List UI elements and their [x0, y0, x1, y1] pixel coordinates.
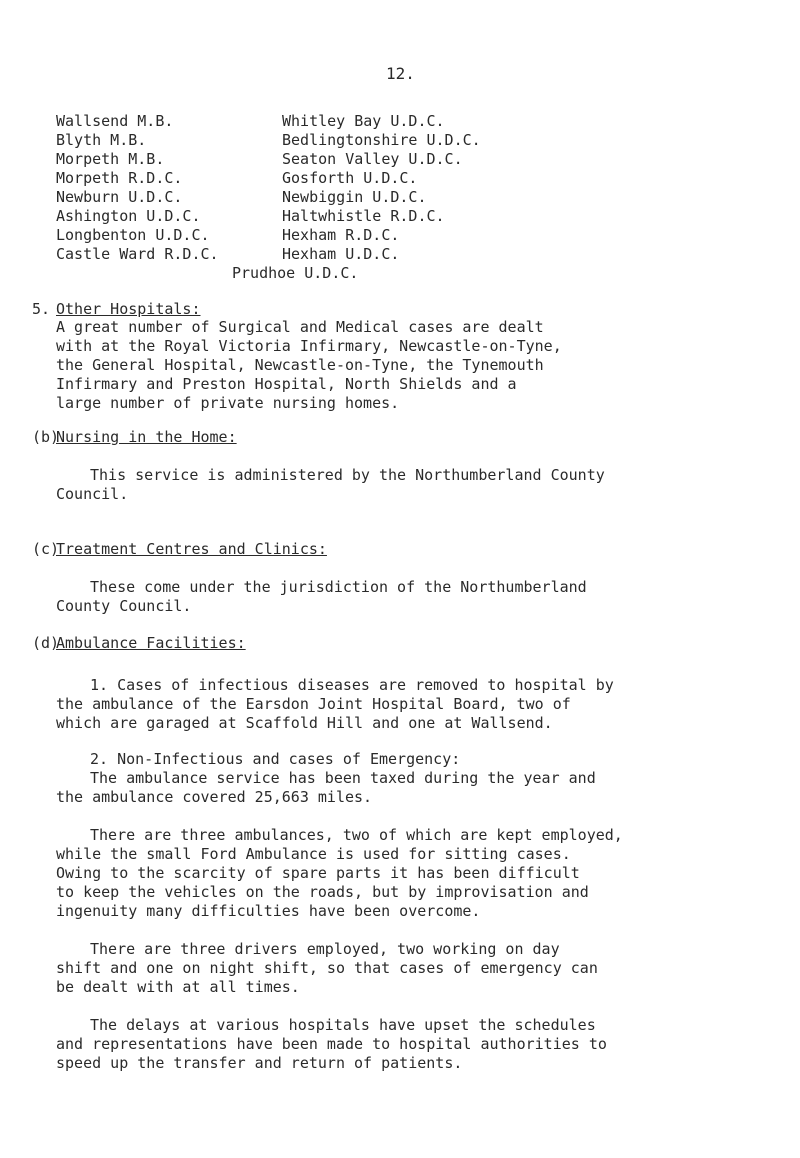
- section-5-heading: [32, 300, 201, 319]
- authority-list-left: [56, 112, 219, 264]
- ambulance-paragraph-4: [56, 940, 756, 997]
- authority-item: Longbenton U.D.C.: [56, 226, 210, 244]
- ambulance-item-1: [56, 676, 756, 733]
- authority-item: Seaton Valley U.D.C.: [282, 150, 463, 168]
- page-number: 12.: [386, 64, 415, 83]
- ambulance-item-2: [56, 750, 756, 807]
- section-title: Nursing in the Home:: [56, 428, 237, 446]
- text-line: Infirmary and Preston Hospital, North Shields and a: [56, 375, 517, 393]
- text-line: the ambulance of the Earsdon Joint Hospital Board, two of: [56, 695, 571, 713]
- text-line: There are three ambulances, two of which are kept employed,: [90, 826, 623, 844]
- section-b-heading: [32, 428, 237, 447]
- text-line: with at the Royal Victoria Infirmary, Newcastle-on-Tyne,: [56, 337, 562, 355]
- text-line: and representations have been made to hospital authorities to: [56, 1035, 607, 1053]
- text-line: There are three drivers employed, two working on day: [90, 940, 560, 958]
- section-number: 5.: [32, 300, 51, 318]
- authority-item: Whitley Bay U.D.C.: [282, 112, 445, 130]
- ambulance-paragraph-3: [56, 826, 756, 921]
- text-line: to keep the vehicles on the roads, but by improvisation and: [56, 883, 589, 901]
- text-line: speed up the transfer and return of patients.: [56, 1054, 463, 1072]
- text-line: shift and one on night shift, so that cases of emergency can: [56, 959, 598, 977]
- text-line: A great number of Surgical and Medical cases are dealt: [56, 318, 544, 336]
- text-line: which are garaged at Scaffold Hill and one at Wallsend.: [56, 714, 553, 732]
- authority-item-center: Prudhoe U.D.C.: [232, 264, 359, 282]
- authority-item: Hexham U.D.C.: [282, 245, 400, 263]
- text-line: the General Hospital, Newcastle-on-Tyne, the Tynemouth: [56, 356, 544, 374]
- section-label: (c): [32, 540, 60, 558]
- authority-item: Blyth M.B.: [56, 131, 147, 149]
- authority-list-right: [282, 112, 481, 264]
- authority-item: Hexham R.D.C.: [282, 226, 400, 244]
- text-line: The ambulance service has been taxed during the year and: [90, 769, 596, 787]
- authority-item: Castle Ward R.D.C.: [56, 245, 219, 263]
- text-line: Council.: [56, 485, 129, 503]
- text-line: large number of private nursing homes.: [56, 394, 400, 412]
- text-line: while the small Ford Ambulance is used for sitting cases.: [56, 845, 571, 863]
- section-title: Ambulance Facilities:: [56, 634, 246, 652]
- section-b-text: [56, 466, 756, 504]
- section-c-text: [56, 578, 756, 616]
- section-title: Other Hospitals:: [56, 300, 201, 318]
- authority-item: Newburn U.D.C.: [56, 188, 183, 206]
- text-line: The delays at various hospitals have upset the schedules: [90, 1016, 596, 1034]
- section-d-heading: [32, 634, 246, 653]
- section-label: (d): [32, 634, 60, 652]
- authority-item: Morpeth R.D.C.: [56, 169, 183, 187]
- item-heading: 2. Non-Infectious and cases of Emergency:: [90, 750, 461, 768]
- authority-item: Morpeth M.B.: [56, 150, 165, 168]
- authority-item: Gosforth U.D.C.: [282, 169, 418, 187]
- text-line: be dealt with at all times.: [56, 978, 300, 996]
- authority-item: Bedlingtonshire U.D.C.: [282, 131, 481, 149]
- authority-item: Wallsend M.B.: [56, 112, 174, 130]
- text-line: These come under the jurisdiction of the Northumberland: [90, 578, 587, 596]
- section-title: Treatment Centres and Clinics:: [56, 540, 327, 558]
- section-5-text: [56, 318, 756, 413]
- text-line: This service is administered by the Northumberland County: [90, 466, 605, 484]
- text-line: 1. Cases of infectious diseases are removed to hospital by: [90, 676, 614, 694]
- section-label: (b): [32, 428, 60, 446]
- text-line: the ambulance covered 25,663 miles.: [56, 788, 373, 806]
- authority-item: Ashington U.D.C.: [56, 207, 201, 225]
- section-c-heading: [32, 540, 327, 559]
- text-line: County Council.: [56, 597, 192, 615]
- authority-item: Haltwhistle R.D.C.: [282, 207, 445, 225]
- ambulance-paragraph-5: [56, 1016, 756, 1073]
- text-line: ingenuity many difficulties have been overcome.: [56, 902, 481, 920]
- authority-item: Newbiggin U.D.C.: [282, 188, 427, 206]
- text-line: Owing to the scarcity of spare parts it has been difficult: [56, 864, 580, 882]
